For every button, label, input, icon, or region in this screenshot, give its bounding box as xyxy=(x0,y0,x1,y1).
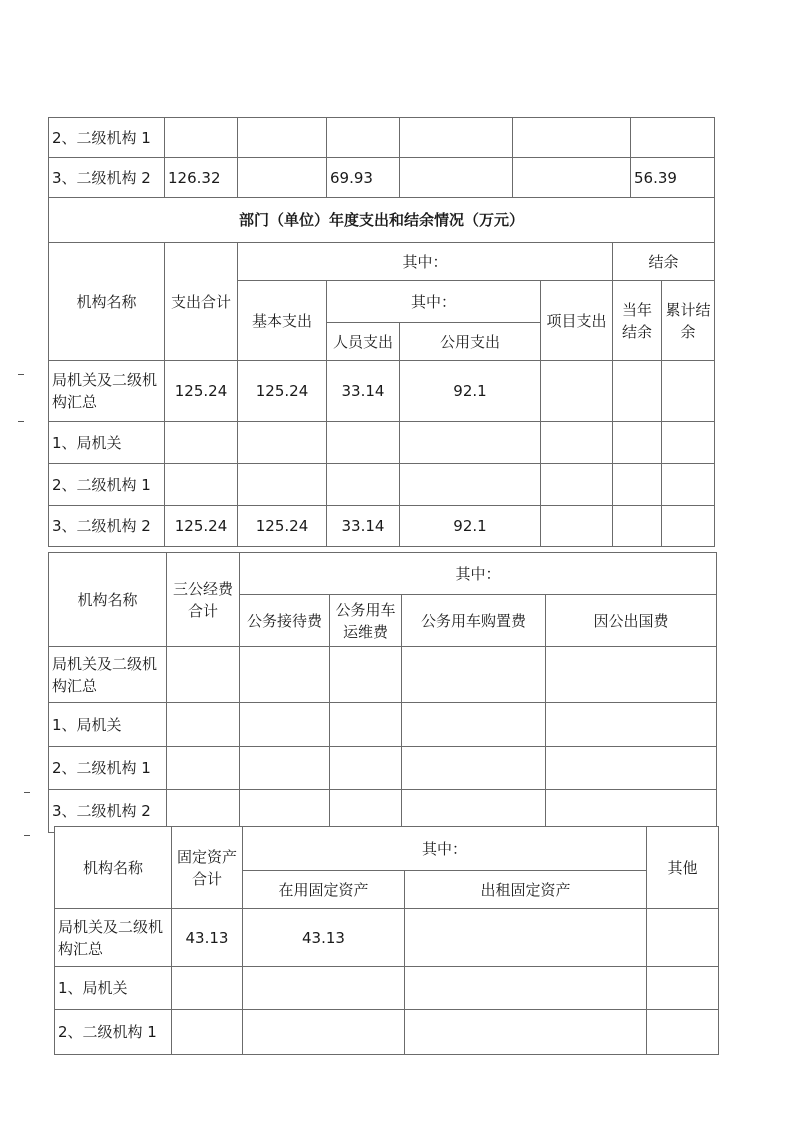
header-cell: 公务接待费 xyxy=(240,595,330,647)
scan-mark xyxy=(18,421,24,422)
header-cell: 基本支出 xyxy=(238,281,327,361)
header-cell: 公用支出 xyxy=(400,323,541,361)
header-cell: 其中： xyxy=(240,553,717,595)
table-row xyxy=(55,909,719,967)
table-cell xyxy=(240,747,330,790)
table-cell xyxy=(330,703,402,747)
table-cell xyxy=(613,464,662,506)
table-cell xyxy=(172,967,243,1010)
table-cell xyxy=(240,703,330,747)
table-cell: 33.14 xyxy=(327,361,400,422)
table-cell xyxy=(631,118,715,158)
scan-mark xyxy=(24,792,30,793)
table-cell: 33.14 xyxy=(327,506,400,547)
table-cell: 125.24 xyxy=(165,506,238,547)
table-cell xyxy=(402,747,546,790)
table-cell xyxy=(647,967,719,1010)
table-cell xyxy=(238,422,327,464)
table-cell xyxy=(541,422,613,464)
table-row xyxy=(49,361,715,422)
table-cell xyxy=(165,422,238,464)
table-cell xyxy=(243,1010,405,1055)
table-cell xyxy=(165,118,238,158)
header-cell: 因公出国费 xyxy=(546,595,717,647)
table-cell xyxy=(238,464,327,506)
row-label: 3、二级机构 2 xyxy=(49,506,165,547)
table-cell xyxy=(327,422,400,464)
header-cell: 公务用车购置费 xyxy=(402,595,546,647)
table-cell xyxy=(662,464,715,506)
table-cell xyxy=(165,464,238,506)
table-cell xyxy=(513,158,631,198)
row-label: 1、局机关 xyxy=(49,422,165,464)
table-cell xyxy=(613,422,662,464)
table-row xyxy=(55,967,719,1010)
header-cell: 机构名称 xyxy=(49,553,167,647)
header-cell: 机构名称 xyxy=(49,243,165,361)
row-label: 2、二级机构 1 xyxy=(49,464,165,506)
header-cell: 人员支出 xyxy=(327,323,400,361)
table-cell xyxy=(541,464,613,506)
row-label: 3、二级机构 2 xyxy=(49,790,167,833)
table-row xyxy=(49,158,715,198)
table-cell xyxy=(546,703,717,747)
header-cell: 其中： xyxy=(327,281,541,323)
table-row xyxy=(55,1010,719,1055)
table-cell xyxy=(405,1010,647,1055)
table-cell xyxy=(662,506,715,547)
header-cell: 项目支出 xyxy=(541,281,613,361)
scan-mark xyxy=(18,374,24,375)
table-cell: 43.13 xyxy=(172,909,243,967)
table-cell: 92.1 xyxy=(400,361,541,422)
table-cell xyxy=(405,909,647,967)
header-cell: 三公经费合计 xyxy=(167,553,240,647)
row-label: 2、二级机构 1 xyxy=(49,747,167,790)
table-cell xyxy=(238,118,327,158)
header-cell: 当年结余 xyxy=(613,281,662,361)
table-row xyxy=(49,464,715,506)
expense-balance-table xyxy=(48,197,715,547)
fixed-assets-table xyxy=(54,826,719,1055)
table-row xyxy=(49,118,715,158)
table-cell: 125.24 xyxy=(238,506,327,547)
row-label: 局机关及二级机构汇总 xyxy=(55,909,172,967)
header-cell: 在用固定资产 xyxy=(243,871,405,909)
table-cell: 125.24 xyxy=(165,361,238,422)
table-cell: 125.24 xyxy=(238,361,327,422)
row-label: 2、二级机构 1 xyxy=(55,1010,172,1055)
row-label: 局机关及二级机构汇总 xyxy=(49,647,167,703)
table-cell xyxy=(647,909,719,967)
table-cell xyxy=(167,747,240,790)
table-cell xyxy=(541,506,613,547)
header-cell: 其中： xyxy=(243,827,647,871)
table-cell xyxy=(402,703,546,747)
table-cell: 43.13 xyxy=(243,909,405,967)
table-cell xyxy=(400,118,513,158)
table-cell: 126.32 xyxy=(165,158,238,198)
scan-mark xyxy=(24,835,30,836)
table-cell xyxy=(400,422,541,464)
row-label: 1、局机关 xyxy=(55,967,172,1010)
row-label: 3、二级机构 2 xyxy=(49,158,165,198)
row-label: 2、二级机构 1 xyxy=(49,118,165,158)
header-cell: 支出合计 xyxy=(165,243,238,361)
table-cell xyxy=(400,158,513,198)
header-cell: 结余 xyxy=(613,243,715,281)
table-cell xyxy=(167,703,240,747)
table-cell: 92.1 xyxy=(400,506,541,547)
table-row xyxy=(49,703,717,747)
table-cell xyxy=(243,967,405,1010)
table-cell xyxy=(402,647,546,703)
table-row xyxy=(49,506,715,547)
header-cell: 其他 xyxy=(647,827,719,909)
table-cell xyxy=(546,647,717,703)
table-cell xyxy=(662,422,715,464)
table-row xyxy=(49,647,717,703)
header-cell: 固定资产合计 xyxy=(172,827,243,909)
table-cell xyxy=(513,118,631,158)
table-cell: 56.39 xyxy=(631,158,715,198)
row-label: 局机关及二级机构汇总 xyxy=(49,361,165,422)
row-label: 1、局机关 xyxy=(49,703,167,747)
table-cell xyxy=(400,464,541,506)
table-cell xyxy=(330,647,402,703)
table-cell xyxy=(167,647,240,703)
table-cell: 69.93 xyxy=(327,158,400,198)
three-public-expenses-table xyxy=(48,552,717,833)
income-table-continuation xyxy=(48,117,715,198)
header-cell: 机构名称 xyxy=(55,827,172,909)
table-cell xyxy=(662,361,715,422)
header-cell: 出租固定资产 xyxy=(405,871,647,909)
section-title: 部门（单位）年度支出和结余情况（万元） xyxy=(49,198,715,243)
table-cell xyxy=(240,647,330,703)
table-cell xyxy=(613,361,662,422)
table-cell xyxy=(613,506,662,547)
table-cell xyxy=(172,1010,243,1055)
table-cell xyxy=(546,747,717,790)
table-cell xyxy=(327,118,400,158)
table-row xyxy=(49,747,717,790)
table-cell xyxy=(405,967,647,1010)
header-cell: 公务用车运维费 xyxy=(330,595,402,647)
table-cell xyxy=(647,1010,719,1055)
table-cell xyxy=(238,158,327,198)
table-cell xyxy=(330,747,402,790)
table-cell xyxy=(541,361,613,422)
header-cell: 累计结余 xyxy=(662,281,715,361)
table-row xyxy=(49,422,715,464)
header-cell: 其中： xyxy=(238,243,613,281)
table-cell xyxy=(327,464,400,506)
